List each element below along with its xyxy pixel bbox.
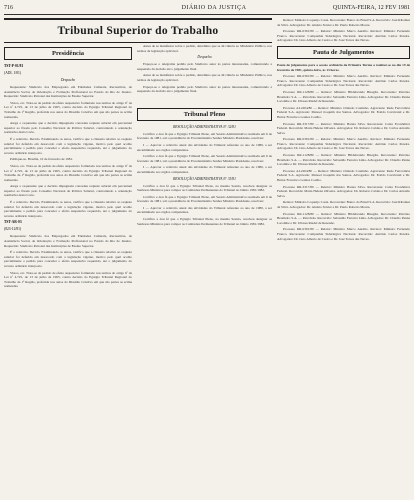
process-ref-sub: (823-12/81) bbox=[4, 227, 22, 232]
paragraph: Requerente: Sindicato dos Empregados em Entidades Culturais, Recreativas, de Assistência Social, de Orientação e Formação Profissional no Estado do Rio de Janeiro. Requerido: Sindicato Patronal das Instituições de Ensino Superior. bbox=[4, 234, 132, 248]
column-left bbox=[4, 44, 132, 496]
section-pauta: Pauta de Julgamentos bbox=[277, 46, 410, 59]
paragraph: Certifico e dou fé que o Egrégio Tribunal Pleno, na mesma Sessão, resolveu designar os Senhores Ministros para compor as Comissões Permanentes do Tribunal no biênio 1981/1982. bbox=[137, 183, 272, 193]
paragraph: Processo RR-3317/80 — Relator: Ministro Barata Silva. Recorrente: Caixa Econômica Federal. Recorrida: Maria Helena Oliveira. Advogados: Dr. Roberto Caldas e Dr. Carlos Arnaldo Selva. bbox=[277, 184, 410, 198]
paragraph: Certifico e dou fé que o Egrégio Tribunal Pleno, na mesma Sessão, resolveu designar os Senhores Ministros para compor as Comissões Permanentes do Tribunal no biênio 1981/1982. bbox=[137, 217, 272, 226]
resolution-heading: RESOLUÇÃO ADMINISTRATIVA Nº 33/81 bbox=[173, 176, 236, 181]
paragraph: I — Aprovar o relatório anual das atividades do Tribunal referente ao ano de 1980, a ser encaminhado aos órgãos competentes. bbox=[137, 165, 272, 174]
page-header bbox=[4, 3, 410, 15]
paragraph: Antes de se manifestar sobre o pedido, determino que se dê ciência ao Ministério Público, nos termos da legislação aplicável. bbox=[137, 73, 272, 82]
journal-title: DIÁRIO DA JUSTIÇA bbox=[181, 5, 247, 11]
paragraph: Alega o requerente que a decisão impugnada concedeu reajuste salarial em percentual superior ao fixado pelo Conselho Nacional de Política Salarial, contrariando a orientação normativa desta Corte. bbox=[4, 184, 132, 198]
paragraph: Processo RR-0391/80 — Relator: Ministro Marco Aurélio. Revisor: Ministro Fernando Franco. Recorrente: Companhia Siderúrgica Nacional. Recorrido: Antônio Carlos Pereira. Advogados: Dr. Lino Alberto de Castro e Dr. José Torres das Neves. bbox=[277, 137, 410, 151]
paragraph: I — Aprovar o relatório anual das atividades do Tribunal referente ao ano de 1980, a ser encaminhado aos órgãos competentes. bbox=[137, 205, 272, 215]
paragraph: I — Aprovar o relatório anual das atividades do Tribunal referente ao ano de 1980, a ser encaminhado aos órgãos competentes. bbox=[137, 142, 272, 152]
page-number: 716 bbox=[4, 5, 13, 11]
resolution-heading: RESOLUÇÃO ADMINISTRATIVA Nº 32/81 bbox=[173, 124, 236, 129]
paragraph: Certifico e dou fé que o Egrégio Tribunal Pleno, em Sessão Administrativa realizada em 6 de fevereiro de 1981, sob a presidência do Excelentíssimo Senhor Ministro Presidente, resolveu: bbox=[137, 131, 272, 141]
column-right bbox=[277, 18, 410, 496]
paragraph: Processo RR-0391/80 — Relator: Ministro Marco Aurélio. Revisor: Ministro Fernando Franco. Recorrente: Companhia Siderúrgica Nacional. Recorrido: Antônio Carlos Pereira. Advogados: Dr. Lino Alberto de Castro e Dr. José Torres das Neves. bbox=[277, 29, 410, 43]
court-banner: Tribunal Superior do Trabalho bbox=[4, 18, 272, 43]
paragraph: Certifico e dou fé que o Egrégio Tribunal Pleno, em Sessão Administrativa realizada em 6 de fevereiro de 1981, sob a presidência do Excelentíssimo Senhor Ministro Presidente, resolveu: bbox=[137, 154, 272, 163]
paragraph: Processo RR-1128/80 — Relator: Ministro Hildebrando Bisaglia. Recorrente: Petróleo Brasileiro S.A. — Petrobrás. Recorrido: Sebastião Ferreira Lima. Advogados: Dr. Cláudio Penna Lacombe e Dr. Ulisses Riedel de Resende. bbox=[277, 153, 410, 167]
paragraph: Antes de se manifestar sobre o pedido, determino que se dê ciência ao Ministério Público, nos termos da legislação aplicável. bbox=[137, 44, 272, 53]
paragraph: Relator: Ministro Coqueijo Costa. Recorrente: Banco do Brasil S.A. Recorrido: José Ribamar da Silva. Advogados: Dr. Aluisio Xavier e Dr. Paulo Roberto Moura. bbox=[277, 18, 410, 27]
paragraph: Vistos, etc. Trata-se de pedido de efeito suspensivo formulado nos termos do artigo 6º da Lei nº 4.725, de 13 de julho de 1965, contra decisão do Egrégio Tribunal Regional do Trabalho da 1ª Região, proferida nos autos do Dissídio Coletivo em que são partes as acima nomeadas. bbox=[4, 163, 132, 182]
paragraph: Processo RR-1128/80 — Relator: Ministro Hildebrando Bisaglia. Recorrente: Petróleo Brasileiro S.A. — Petrobrás. Recorrido: Sebastião Ferreira Lima. Advogados: Dr. Cláudio Penna Lacombe e Dr. Ulisses Riedel de Resende. bbox=[277, 89, 410, 104]
paragraph: Processo RR-0391/80 — Relator: Ministro Marco Aurélio. Revisor: Ministro Fernando Franco. Recorrente: Companhia Siderúrgica Nacional. Recorrido: Antônio Carlos Pereira. Advogados: Dr. Lino Alberto de Castro e Dr. José Torres das Neves. bbox=[277, 227, 410, 241]
column-middle bbox=[137, 44, 272, 496]
paragraph: Vistos, etc. Trata-se de pedido de efeito suspensivo formulado nos termos do artigo 6º da Lei nº 4.725, de 13 de julho de 1965, contra decisão do Egrégio Tribunal Regional do Trabalho da 1ª Região, proferida nos autos do Dissídio Coletivo em que são partes as acima nomeadas. bbox=[4, 100, 132, 119]
paragraph: Requerente: Sindicato dos Empregados em Entidades Culturais, Recreativas, de Assistência Social, de Orientação e Formação Profissional no Estado do Rio de Janeiro. Requerido: Sindicato Patronal das Instituições de Ensino Superior. bbox=[4, 85, 132, 99]
paragraph: Certifico e dou fé que o Egrégio Tribunal Pleno, em Sessão Administrativa realizada em 6 de fevereiro de 1981, sob a presidência do Excelentíssimo Senhor Ministro Presidente, resolveu: bbox=[137, 194, 272, 204]
paragraph: Vistos, etc. Trata-se de pedido de efeito suspensivo formulado nos termos do artigo 6º da Lei nº 4.725, de 13 de julho de 1965, contra decisão do Egrégio Tribunal Regional do Trabalho da 1ª Região, proferida nos autos do Dissídio Coletivo em que são partes as acima nomeadas. bbox=[4, 270, 132, 289]
despacho-label: Despacho bbox=[197, 55, 212, 60]
paragraph: Processo AI-2204/80 — Relator: Ministro Orlando Coutinho. Agravante: Rede Ferroviária Federal S.A. Agravado: Manoel Joaquim dos Santos. Advogados: Dr. Eraldo Cavalcanti e Dr. Heitor Francisco Gomes Coelho. bbox=[277, 168, 410, 183]
paragraph: Processo RR-3317/80 — Relator: Ministro Barata Silva. Recorrente: Caixa Econômica Federal. Recorrida: Maria Helena Oliveira. Advogados: Dr. Roberto Caldas e Dr. Carlos Arnaldo Selva. bbox=[277, 121, 410, 135]
issue-date: QUINTA-FEIRA, 12 FEV 1981 bbox=[332, 5, 410, 11]
paragraph: É o relatório. Decido. Examinando os autos, verifico que a cláusula relativa ao reajuste salarial foi deferida em desacordo com a legislação vigente, motivo pelo qual acolho parcialmente o pedido para conceder o efeito suspensivo requerido, até o julgamento do recurso ordinário interposto. bbox=[4, 250, 132, 268]
section-presidencia: Presidência bbox=[4, 47, 132, 60]
paragraph: É o relatório. Decido. Examinando os autos, verifico que a cláusula relativa ao reajuste salarial foi deferida em desacordo com a legislação vigente, motivo pelo qual acolho parcialmente o pedido para conceder o efeito suspensivo requerido, até o julgamento do recurso ordinário interposto. bbox=[4, 136, 132, 155]
paragraph: Processo RR-0391/80 — Relator: Ministro Marco Aurélio. Revisor: Ministro Fernando Franco. Recorrente: Companhia Siderúrgica Nacional. Recorrido: Antônio Carlos Pereira. Advogados: Dr. Lino Alberto de Castro e Dr. José Torres das Neves. bbox=[277, 74, 410, 88]
paragraph: Relator: Ministro Coqueijo Costa. Recorrente: Banco do Brasil S.A. Recorrido: José Ribamar da Silva. Advogados: Dr. Aluisio Xavier e Dr. Paulo Roberto Moura. bbox=[277, 200, 410, 209]
paragraph: Processo AI-2204/80 — Relator: Ministro Orlando Coutinho. Agravante: Rede Ferroviária Federal S.A. Agravado: Manoel Joaquim dos Santos. Advogados: Dr. Eraldo Cavalcanti e Dr. Heitor Francisco Gomes Coelho. bbox=[277, 105, 410, 119]
paragraph: Expeça-se o telegrama pedido pelo Sindicato autor às partes interessadas, comunicando a suspensão da decisão até o julgamento final. bbox=[137, 62, 272, 71]
despacho-label: Despacho bbox=[60, 78, 76, 82]
paragraph: É o relatório. Decido. Examinando os autos, verifico que a cláusula relativa ao reajuste salarial foi deferida em desacordo com a legislação vigente, motivo pelo qual acolho parcialmente o pedido para conceder o efeito suspensivo requerido, até o julgamento do recurso ordinário interposto. bbox=[4, 200, 132, 218]
process-ref: TST-AR-03 bbox=[4, 220, 22, 225]
paragraph: Expeça-se o telegrama pedido pelo Sindicato autor às partes interessadas, comunicando a suspensão da decisão até o julgamento final. bbox=[137, 84, 272, 94]
section-tribunal-pleno: Tribunal Pleno bbox=[137, 108, 272, 121]
process-ref: TST-P-01/81 bbox=[4, 64, 24, 68]
process-ref-sub: (ADL 1/81) bbox=[4, 71, 21, 75]
paragraph: Alega o requerente que a decisão impugnada concedeu reajuste salarial em percentual superior ao fixado pelo Conselho Nacional de Política Salarial, contrariando a orientação normativa desta Corte. bbox=[4, 121, 132, 135]
paragraph: Pauta de julgamento para a sessão ordinária da Primeira Turma a realizar-se no dia 19 de fevereiro de 1981, quinta-feira, às 13 horas. bbox=[277, 62, 410, 72]
paragraph: Publique-se. Brasília, 10 de fevereiro de 1981. bbox=[10, 157, 73, 162]
paragraph: Processo RR-1128/80 — Relator: Ministro Hildebrando Bisaglia. Recorrente: Petróleo Brasileiro S.A. — Petrobrás. Recorrido: Sebastião Ferreira Lima. Advogados: Dr. Cláudio Penna Lacombe e Dr. Ulisses Riedel de Resende. bbox=[277, 211, 410, 225]
